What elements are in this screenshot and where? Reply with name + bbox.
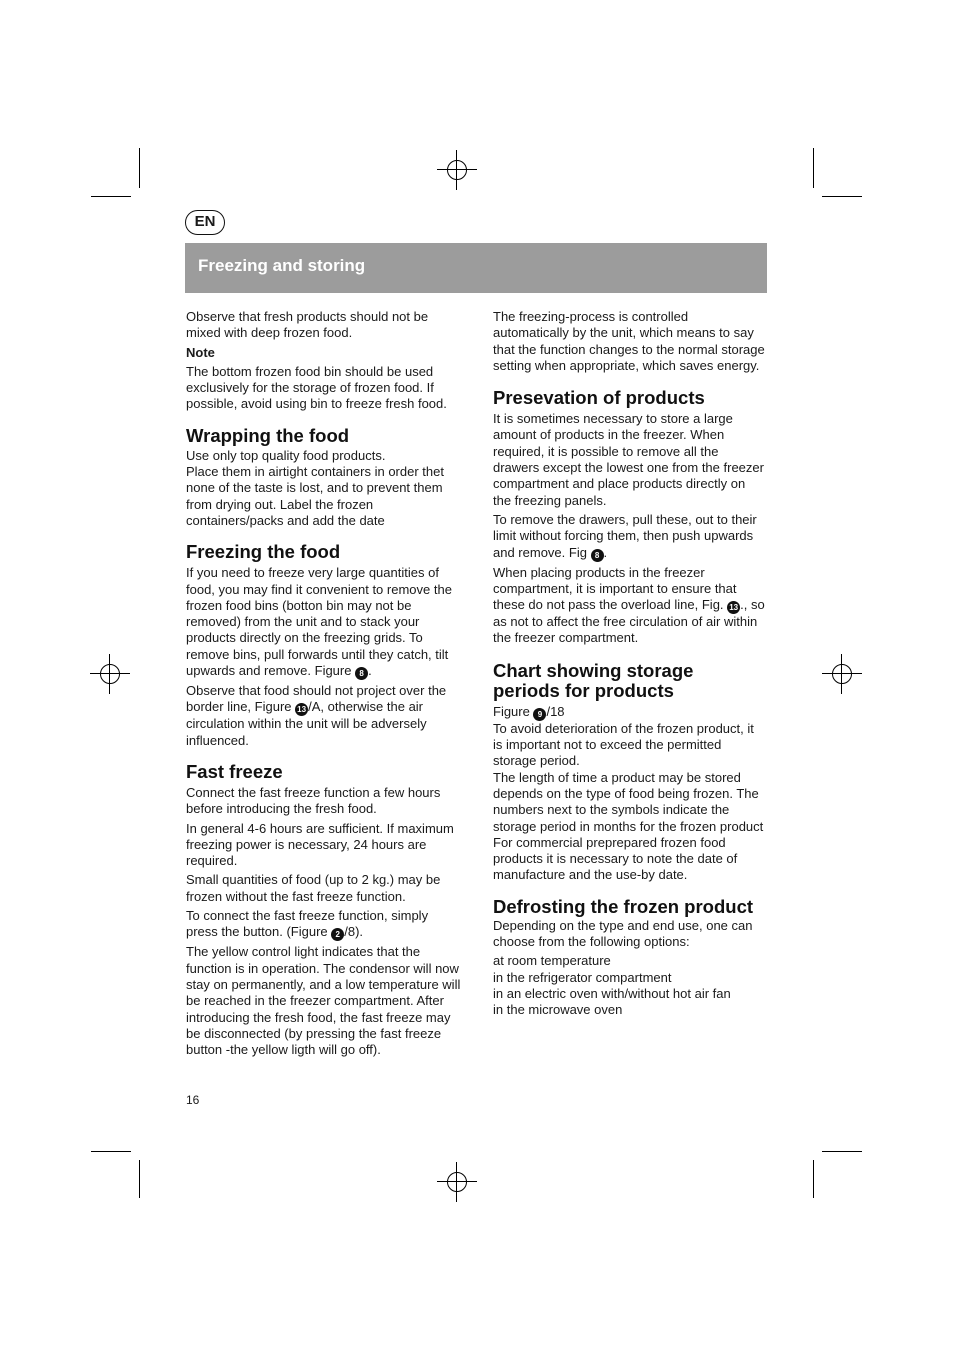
crop-mark (139, 1160, 140, 1198)
heading-preservation: Presevation of products (493, 387, 705, 409)
crop-mark (822, 196, 862, 197)
paragraph: Small quantities of food (up to 2 kg.) may be frozen without the fast freeze function. (186, 872, 441, 904)
paragraph: To connect the fast freeze function, simply press the button. (Figure 2 /8). (186, 908, 429, 940)
paragraph: It is sometimes necessary to store a large amount of products in the freezer. When required, it is possible to remove all the drawers except the lowest one from the freezer compartment and place products directly on the freezing panels. (493, 411, 764, 508)
registration-mark-icon (90, 654, 130, 694)
figure-number-icon: 8 (591, 549, 604, 562)
heading-fast-freeze: Fast freeze (186, 760, 283, 782)
registration-mark-icon (437, 1162, 477, 1202)
figure-number-icon: 9 (533, 708, 546, 721)
paragraph: To remove the drawers, pull these, out to their limit without forcing them, then push upwards and remove. Fig 8 . (493, 511, 757, 560)
list-item: in the microwave oven (493, 1002, 623, 1018)
crop-mark (139, 148, 140, 188)
list-item: in the refrigerator compartment (493, 969, 672, 985)
note-label: Note (186, 344, 215, 360)
heading-wrapping: Wrapping the food (186, 424, 350, 446)
registration-mark-icon (822, 654, 862, 694)
page-title: Freezing and storing (198, 256, 366, 275)
heading-freezing: Freezing the food (186, 541, 341, 563)
paragraph: Observe that fresh products should not be mixed with deep frozen food. (186, 309, 429, 341)
page-number: 16 (186, 1093, 200, 1107)
paragraph: The yellow control light indicates that the function is in operation. The condensor will now stay on permanently, and a low temperature will be reached in the freezer compartment. After introducing the fresh food, the fast freeze may be disconnected (by pressing the fast freeze button -the yellow ligth will go off). (186, 944, 461, 1058)
crop-mark (822, 1151, 862, 1152)
crop-mark (813, 148, 814, 188)
heading-defrosting: Defrosting the frozen product (493, 895, 754, 917)
list-item: in an electric oven with/without hot air fan (493, 985, 731, 1001)
left-column (186, 309, 461, 1061)
heading-storage-chart: Chart showing storage periods for products (493, 659, 694, 701)
paragraph: The freezing-process is controlled automatically by the unit, which means to say that the function changes to the normal storage setting when appropriate, which saves energy. (493, 309, 765, 373)
language-badge: EN (185, 210, 225, 235)
list-item: at room temperature (493, 953, 611, 969)
figure-number-icon: 13 (727, 601, 740, 614)
figure-reference: Figure 9 /18 (493, 703, 565, 719)
crop-mark (91, 1151, 131, 1152)
paragraph: Observe that food should not project over the border line, Figure 13 /A, otherwise the air circulation within the unit will be adversely influenced. (186, 683, 447, 748)
paragraph: The length of time a product may be stored depends on the type of food being frozen. The numbers next to the symbols indicate the storage period in months for the frozen product For commercial preprepared frozen food products it is necessary to note the date of manufacture and the use-by date. (493, 769, 764, 883)
section-title-bar (185, 243, 767, 293)
paragraph: Use only top quality food products. (186, 447, 386, 463)
crop-mark (813, 1160, 814, 1198)
paragraph: Connect the fast freeze function a few hours before introducing the fresh food. (186, 784, 441, 817)
figure-number-icon: 8 (355, 667, 368, 680)
right-column (493, 309, 765, 1019)
figure-number-icon: 13 (295, 703, 308, 716)
paragraph: Depending on the type and end use, one can choose from the following options: (493, 917, 753, 950)
paragraph: When placing products in the freezer compartment, it is important to ensure that these do not pass the overload line, Fig. 13 ., so as not to affect the free circulation of air within the freezer compartment. (493, 564, 765, 646)
paragraph: If you need to freeze very large quantities of food, you may find it convenient to remove the frozen food bins (botton bin may not be removed) from the unit and to stack your products directly on the freezing grids. To remove bins, pull forwards until they catch, tilt upwards and remove. Figure 8 . (186, 565, 452, 679)
registration-mark-icon (437, 150, 477, 190)
paragraph: In general 4-6 hours are sufficient. If maximum freezing power is necessary, 24 hours are required. (186, 820, 454, 869)
paragraph: To avoid deterioration of the frozen product, it is important not to exceed the permitted storage period. (493, 720, 754, 769)
paragraph: Place them in airtight containers in order thet none of the taste is lost, and to prevent them from drying out. Label the frozen containers/packs and add the date (186, 464, 444, 528)
figure-number-icon: 2 (331, 928, 344, 941)
paragraph: The bottom frozen food bin should be used exclusively for the storage of frozen food. If possible, avoid using bin to freeze fresh food. (186, 363, 447, 412)
crop-mark (91, 196, 131, 197)
